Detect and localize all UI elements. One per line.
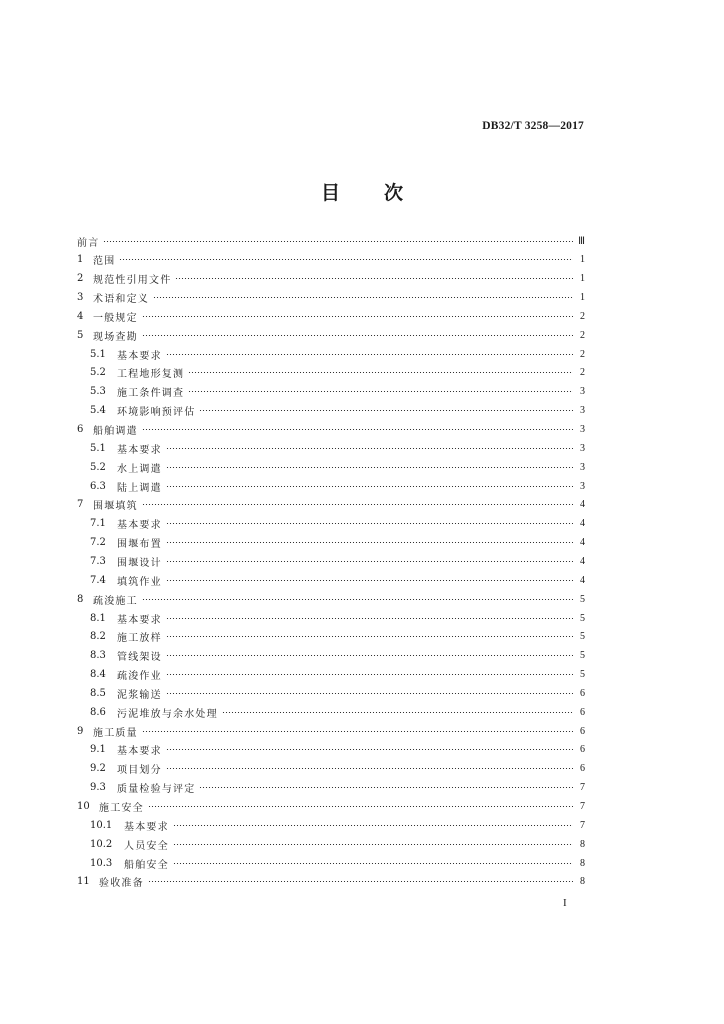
toc-entry-page: 5 [580, 669, 585, 681]
toc-subentry[interactable] [90, 779, 585, 797]
toc-entry-page: 3 [580, 480, 585, 492]
toc-dot-leader [142, 599, 573, 600]
toc-entry[interactable] [77, 722, 585, 740]
toc-entry-page: 1 [580, 254, 585, 266]
toc-entry[interactable] [77, 251, 585, 269]
toc-subentry[interactable] [90, 364, 585, 382]
toc-entry-label: 泥浆输送 [117, 689, 162, 701]
toc-title-char-1: 目 [320, 182, 340, 204]
toc-entry-number: 1 [77, 254, 84, 266]
toc-title [0, 178, 724, 205]
toc-entry-page: 5 [580, 612, 585, 624]
toc-dot-leader [166, 749, 573, 750]
toc-entry-page: 6 [580, 744, 585, 756]
toc-entry-page: 3 [580, 442, 585, 454]
toc-entry-number: 9.1 [90, 744, 106, 756]
toc-entry-label: 基本要求 [117, 746, 162, 758]
toc-entry-number: 5.3 [90, 386, 106, 398]
toc-title-char-2: 次 [384, 182, 404, 204]
toc-entry-page: 5 [580, 650, 585, 662]
toc-dot-leader [222, 712, 573, 713]
toc-entry-number: 7.2 [90, 537, 106, 549]
toc-entry-page: 7 [580, 801, 585, 812]
toc-entry-number: 6 [77, 424, 84, 435]
toc-dot-leader [188, 372, 573, 373]
toc-entry-number: 6.3 [90, 480, 106, 492]
toc-entry-label: 围堰布置 [117, 539, 162, 551]
toc-subentry[interactable] [90, 835, 585, 853]
toc-entry-page: 1 [580, 273, 585, 285]
toc-entry-number: 5.1 [90, 442, 106, 454]
toc-entry-label: 术语和定义 [93, 294, 149, 306]
toc-entry-label: 船舶安全 [124, 859, 169, 871]
toc-entry-label: 一般规定 [93, 312, 138, 324]
toc-entry-number: 10 [77, 801, 90, 812]
toc-entry-number: 11 [77, 876, 90, 888]
toc-dot-leader [148, 881, 573, 882]
toc-entry-label: 基本要求 [117, 444, 162, 456]
toc-subentry[interactable] [90, 402, 585, 420]
toc-subentry[interactable] [90, 571, 585, 589]
toc-dot-leader [199, 787, 573, 788]
toc-dot-leader [166, 693, 573, 694]
toc-dot-leader [166, 674, 573, 675]
toc-entry-page: 7 [580, 819, 585, 831]
toc-subentry[interactable] [90, 816, 585, 834]
toc-entry[interactable] [77, 270, 585, 288]
toc-entry-page: 3 [580, 386, 585, 398]
toc-subentry[interactable] [90, 458, 585, 476]
toc-dot-leader [199, 410, 573, 411]
toc-entry-page: 5 [580, 631, 585, 643]
toc-entry-page: 3 [580, 461, 585, 473]
toc-dot-leader [103, 241, 573, 242]
toc-entry-label: 施工放样 [117, 633, 162, 645]
toc-dot-leader [166, 561, 573, 562]
toc-entry-number: 7.1 [90, 518, 106, 530]
toc-entry-number: 8.3 [90, 650, 106, 662]
toc-entry-label: 疏浚作业 [117, 671, 162, 683]
toc-entry-page: 8 [580, 838, 585, 850]
page-folio: I [563, 897, 567, 909]
toc-subentry[interactable] [90, 534, 585, 552]
toc-entry-number: 10.3 [90, 857, 113, 869]
toc-entry-label: 疏浚施工 [93, 595, 138, 607]
toc-dot-leader [166, 467, 573, 468]
toc-dot-leader [166, 523, 573, 524]
toc-entry-number: 8.6 [90, 706, 106, 718]
toc-subentry[interactable] [90, 439, 585, 457]
toc-dot-leader [166, 618, 573, 619]
toc-entry-label: 陆上调遣 [117, 482, 162, 494]
toc-entry[interactable] [77, 421, 585, 439]
toc-dot-leader [173, 844, 573, 845]
toc-dot-leader [142, 316, 573, 317]
toc-subentry[interactable] [90, 703, 585, 721]
toc-dot-leader [166, 768, 573, 769]
toc-dot-leader [166, 655, 573, 656]
toc-entry-label: 施工条件调查 [117, 388, 185, 400]
toc-entry-number: 2 [77, 273, 84, 285]
toc-dot-leader [166, 542, 573, 543]
toc-subentry[interactable] [90, 684, 585, 702]
standard-code: DB32/T 3258—2017 [482, 120, 584, 132]
toc-dot-leader [142, 731, 573, 732]
toc-entry-label: 围堰填筑 [93, 501, 138, 513]
toc-entry-label: 水上调遣 [117, 463, 162, 475]
toc-entry-page: 6 [580, 763, 585, 775]
toc-entry-label: 范围 [93, 256, 116, 268]
toc-entry-page: 4 [580, 499, 585, 511]
toc-entry-label: 管线架设 [117, 652, 162, 664]
toc-subentry[interactable] [90, 760, 585, 778]
toc-entry[interactable] [77, 496, 585, 514]
toc-entry-label: 质量检验与评定 [117, 784, 196, 796]
toc-entry-label: 基本要求 [117, 520, 162, 532]
toc-subentry[interactable] [90, 477, 585, 495]
toc-entry[interactable] [77, 307, 585, 325]
toc-entry-page: 6 [580, 706, 585, 718]
toc-entry-label: 环境影响预评估 [117, 407, 196, 419]
toc-entry-number: 8.4 [90, 669, 106, 681]
toc-dot-leader [188, 391, 573, 392]
toc-dot-leader [173, 825, 573, 826]
toc-entry-label: 验收准备 [99, 878, 144, 890]
toc-entry-label: 围堰设计 [117, 557, 162, 569]
toc-subentry[interactable] [90, 741, 585, 759]
toc-entry-page: 7 [580, 782, 585, 794]
toc-entry-number: 3 [77, 292, 84, 304]
toc-entry-page: 4 [580, 518, 585, 530]
toc-subentry[interactable] [90, 628, 585, 646]
toc-entry-page: 2 [580, 310, 585, 322]
toc-entry-page: 6 [580, 687, 585, 699]
toc-entry-number: 10.1 [90, 819, 113, 831]
toc-entry-page: 4 [580, 555, 585, 567]
toc-entry-number: 5.1 [90, 348, 106, 360]
toc-subentry[interactable] [90, 552, 585, 570]
toc-entry-label: 基本要求 [124, 821, 169, 833]
toc-subentry[interactable] [90, 609, 585, 627]
toc-entry-number: 5.2 [90, 367, 106, 379]
toc-entry-number: 7 [77, 499, 84, 511]
toc-entry-page: 3 [580, 424, 585, 435]
toc-entry-number: 5 [77, 329, 84, 341]
toc-entry-page: 3 [580, 405, 585, 417]
toc-entry-label: 基本要求 [117, 350, 162, 362]
toc-entry-label: 工程地形复测 [117, 369, 185, 381]
toc-entry-number: 8.2 [90, 631, 106, 643]
toc-dot-leader [119, 259, 573, 260]
toc-entry-number: 9 [77, 725, 84, 737]
toc-dot-leader [166, 448, 573, 449]
toc-entry-page: 2 [580, 348, 585, 360]
toc-entry-label: 施工安全 [99, 803, 144, 814]
toc-entry-label: 人员安全 [124, 840, 169, 852]
toc-entry-number: 7.3 [90, 555, 106, 567]
toc-entry[interactable] [77, 232, 585, 250]
toc-entry[interactable] [77, 289, 585, 307]
toc-subentry[interactable] [90, 854, 585, 872]
toc-entry-label: 规范性引用文件 [93, 275, 172, 287]
toc-entry-label: 污泥堆放与余水处理 [117, 708, 218, 720]
toc-entry-label: 现场查勘 [93, 331, 138, 343]
toc-entry-number: 5.4 [90, 405, 106, 417]
toc-dot-leader [166, 636, 573, 637]
toc-entry-number: 8 [77, 593, 84, 605]
toc-entry-page: Ⅲ [578, 235, 585, 247]
toc-entry-number: 8.1 [90, 612, 106, 624]
toc-entry-label: 船舶调遣 [93, 426, 138, 437]
toc-entry-number: 9.2 [90, 763, 106, 775]
toc-dot-leader [175, 278, 573, 279]
toc-entry-number: 7.4 [90, 574, 106, 586]
toc-entry-page: 8 [580, 876, 585, 888]
toc-entry[interactable] [77, 326, 585, 344]
toc-entry-label: 填筑作业 [117, 576, 162, 588]
toc-entry-page: 4 [580, 537, 585, 549]
toc-entry-label: 施工质量 [93, 727, 138, 739]
toc-entry-label: 前言 [77, 237, 100, 249]
toc-dot-leader [142, 504, 573, 505]
toc-dot-leader [166, 486, 573, 487]
toc-subentry[interactable] [90, 647, 585, 665]
toc-subentry[interactable] [90, 666, 585, 684]
toc-subentry[interactable] [90, 515, 585, 533]
toc-entry[interactable] [77, 873, 585, 891]
toc-dot-leader [173, 863, 573, 864]
toc-entry-page: 4 [580, 574, 585, 586]
toc-entry-page: 5 [580, 593, 585, 605]
toc-entry-label: 项目划分 [117, 765, 162, 777]
toc-subentry[interactable] [90, 345, 585, 363]
toc-dot-leader [166, 354, 573, 355]
toc-entry-number: 9.3 [90, 782, 106, 794]
toc-entry-number: 5.2 [90, 461, 106, 473]
toc-dot-leader [148, 806, 573, 807]
toc-dot-leader [166, 580, 573, 581]
toc-dot-leader [142, 335, 573, 336]
toc-entry-page: 2 [580, 329, 585, 341]
toc-entry-number: 8.5 [90, 687, 106, 699]
toc-entry-page: 6 [580, 725, 585, 737]
toc-entry-label: 基本要求 [117, 614, 162, 626]
toc-subentry[interactable] [90, 383, 585, 401]
toc-entry-page: 2 [580, 367, 585, 379]
toc-dot-leader [142, 429, 573, 430]
toc-entry[interactable] [77, 590, 585, 608]
toc-entry[interactable] [77, 798, 585, 816]
toc-entry-page: 1 [580, 292, 585, 304]
toc-dot-leader [153, 297, 573, 298]
toc-entry-number: 4 [77, 310, 84, 322]
toc-entry-number: 10.2 [90, 838, 113, 850]
toc-entry-page: 8 [580, 857, 585, 869]
